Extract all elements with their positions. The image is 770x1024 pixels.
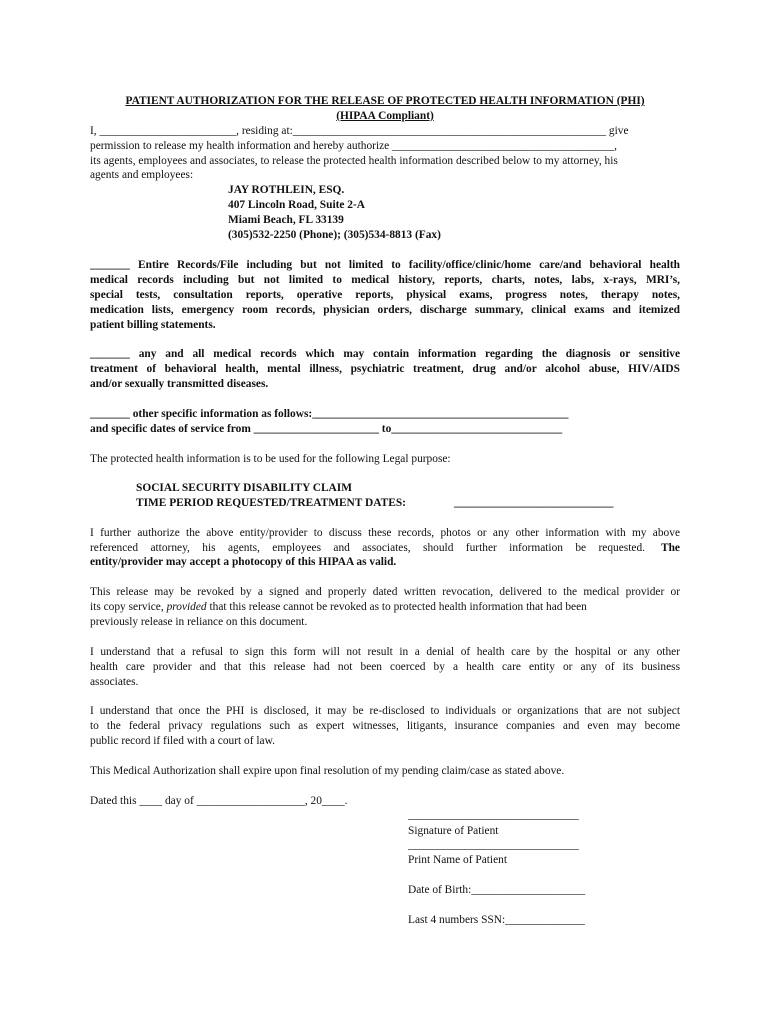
redisclose-line-2: to the federal privacy regulations such as expert witnesses, litigants, insurance companies and even may become xyxy=(90,720,680,732)
records-line-3: special tests, consultation reports, operative reports, physical exams, progress notes, therapy notes, xyxy=(90,289,680,301)
expiration-text: This Medical Authorization shall expire upon final resolution of my pending claim/case as stated above. xyxy=(90,765,565,777)
other-info-line: _______ other specific information as follows:_____________________________________________ xyxy=(90,408,569,420)
refusal-line-2: health care provider and that this release had not been coerced by a health care entity or any of its business xyxy=(90,661,680,673)
signature-line: ______________________________ xyxy=(408,809,579,821)
form-subtitle: (HIPAA Compliant) xyxy=(336,110,434,122)
print-name-label: Print Name of Patient xyxy=(408,854,508,866)
refusal-line-1: I understand that a refusal to sign this form will not result in a denial of health care by the hospital or any other xyxy=(90,646,680,658)
attorney-phone: (305)532-2250 (Phone); (305)534-8813 (Fax) xyxy=(228,229,441,241)
redisclose-line-3: public record if filed with a court of law. xyxy=(90,735,275,747)
records-line-4: medication lists, emergency room records, physician orders, discharge summary, clinical exams and itemized xyxy=(90,304,680,316)
further-line-3: entity/provider may accept a photocopy of this HIPAA as valid. xyxy=(90,556,397,568)
refusal-line-3: associates. xyxy=(90,676,139,688)
service-dates-line: and specific dates of service from ______________________ to______________________________ xyxy=(90,423,563,435)
time-period-label: TIME PERIOD REQUESTED/TREATMENT DATES: xyxy=(136,497,406,509)
purpose-text: The protected health information is to be used for the following Legal purpose: xyxy=(90,453,451,465)
redisclose-line-1: I understand that once the PHI is disclosed, it may be re-disclosed to individuals or organizations that are not subject xyxy=(90,705,680,717)
further-line-2-bold: The xyxy=(661,542,680,554)
further-line-2 xyxy=(90,541,680,556)
revoke-line-3: previously release in reliance on this document. xyxy=(90,616,308,628)
form-title: PATIENT AUTHORIZATION FOR THE RELEASE OF PROTECTED HEALTH INFORMATION (PHI) xyxy=(125,95,645,107)
revoke-line-2a: its copy service, xyxy=(90,601,167,613)
intro-line-3: its agents, employees and associates, to release the protected health information described below to my attorney, his xyxy=(90,155,618,167)
intro-line-2: permission to release my health information and hereby authorize _______________________________________, xyxy=(90,140,618,152)
attorney-address-2: Miami Beach, FL 33139 xyxy=(228,214,344,226)
date-of-birth-field: Date of Birth:____________________ xyxy=(408,884,586,896)
revoke-line-2 xyxy=(90,600,680,615)
time-period-blank: ____________________________ xyxy=(454,497,614,509)
further-line-1: I further authorize the above entity/provider to discuss these records, photos or any other information with my above xyxy=(90,527,680,539)
intro-line-4: agents and employees: xyxy=(90,169,194,181)
revoke-line-2c: that this release cannot be revoked as to protected health information that had been xyxy=(206,601,587,613)
revoke-provided: provided xyxy=(166,601,207,613)
intro-line-1: I, ________________________, residing at:_______________________________________________________ give xyxy=(90,125,629,137)
further-line-2-text: referenced attorney, his agents, employees and associates, should further information be requested. xyxy=(90,542,645,554)
sensitive-line-1: _______ any and all medical records which may contain information regarding the diagnosis or sensitive xyxy=(90,348,680,360)
ssn-field: Last 4 numbers SSN:______________ xyxy=(408,914,585,926)
claim-type: SOCIAL SECURITY DISABILITY CLAIM xyxy=(136,482,352,494)
sensitive-line-3: and/or sexually transmitted diseases. xyxy=(90,378,269,390)
sensitive-line-2: treatment of behavioral health, mental illness, psychiatric treatment, drug and/or alcohol abuse, HIV/AIDS xyxy=(90,363,680,375)
dated-line: Dated this ____ day of ___________________, 20____. xyxy=(90,795,348,807)
print-name-line: ______________________________ xyxy=(408,839,579,851)
records-line-2: medical records including but not limited to medical history, reports, charts, notes, labs, x-rays, MRI’s, xyxy=(90,274,680,286)
signature-label: Signature of Patient xyxy=(408,825,499,837)
records-line-5: patient billing statements. xyxy=(90,319,216,331)
revoke-line-1: This release may be revoked by a signed and properly dated written revocation, delivered to the medical provider or xyxy=(90,586,680,598)
attorney-name: JAY ROTHLEIN, ESQ. xyxy=(228,184,345,196)
attorney-address-1: 407 Lincoln Road, Suite 2-A xyxy=(228,199,366,211)
records-line-1: _______ Entire Records/File including but not limited to facility/office/clinic/home care/and behavioral health xyxy=(90,259,680,271)
